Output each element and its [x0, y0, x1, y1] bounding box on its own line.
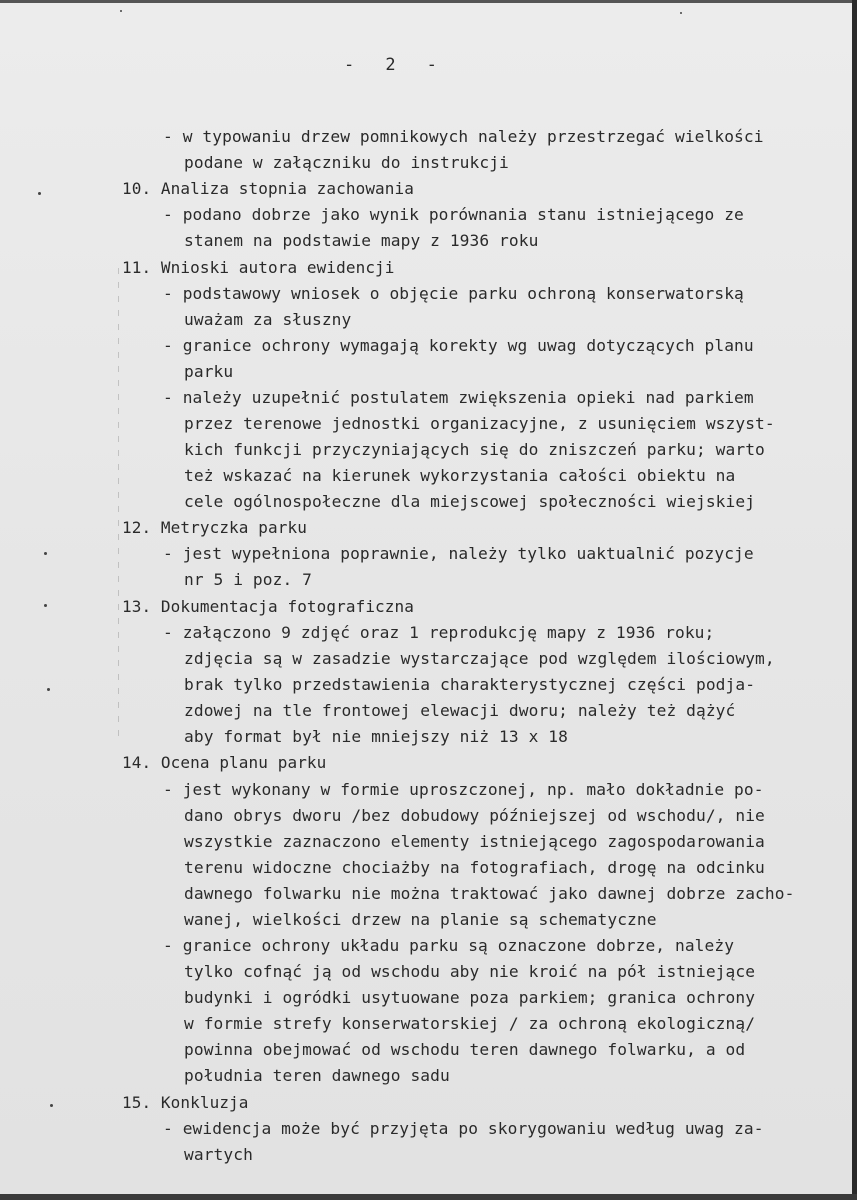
section-heading: 15. Konkluzja: [122, 1093, 249, 1112]
text-line: południa teren dawnego sadu: [184, 1066, 450, 1085]
text-line: wanej, wielkości drzew na planie są schematyczne: [184, 910, 657, 929]
text-line: stanem na podstawie mapy z 1936 roku: [184, 231, 539, 250]
scan-top-edge: [0, 0, 857, 3]
scan-speck: [50, 1104, 53, 1107]
text-line: - granice ochrony układu parku są oznaczone dobrze, należy: [163, 936, 735, 955]
text-line: - załączono 9 zdjęć oraz 1 reprodukcję mapy z 1936 roku;: [163, 623, 715, 642]
text-line: kich funkcji przyczyniających się do zniszczeń parku; warto: [184, 440, 765, 459]
text-line: - w typowaniu drzew pomnikowych należy przestrzegać wielkości: [163, 127, 764, 146]
section-heading: 10. Analiza stopnia zachowania: [122, 179, 414, 198]
text-line: zdjęcia są w zasadzie wystarczające pod względem ilościowym,: [184, 649, 775, 668]
scan-speck: [44, 604, 47, 607]
text-line: powinna obejmować od wschodu teren dawnego folwarku, a od: [184, 1040, 746, 1059]
scan-speck: [120, 10, 122, 12]
text-line: dano obrys dworu /bez dobudowy późniejszej od wschodu/, nie: [184, 806, 765, 825]
scan-speck: [44, 552, 47, 555]
text-line: parku: [184, 362, 234, 381]
text-line: dawnego folwarku nie można traktować jako dawnej dobrze zacho-: [184, 884, 795, 903]
text-line: nr 5 i poz. 7: [184, 570, 312, 589]
scan-right-edge: [852, 0, 857, 1200]
text-line: przez terenowe jednostki organizacyjne, z usunięciem wszyst-: [184, 414, 775, 433]
scan-bottom-edge: [0, 1194, 857, 1200]
text-line: tylko cofnąć ją od wschodu aby nie kroić na pół istniejące: [184, 962, 756, 981]
text-line: w formie strefy konserwatorskiej / za ochroną ekologiczną/: [184, 1014, 756, 1033]
text-line: budynki i ogródki usytuowane poza parkiem; granica ochrony: [184, 988, 756, 1007]
text-line: podane w załączniku do instrukcji: [184, 153, 509, 172]
page-number: - 2 -: [344, 55, 438, 75]
scan-speck: [680, 12, 682, 14]
text-line: uważam za słuszny: [184, 310, 352, 329]
margin-mark: [118, 268, 119, 738]
text-line: też wskazać na kierunek wykorzystania całości obiektu na: [184, 466, 736, 485]
text-line: - jest wykonany w formie uproszczonej, np. mało dokładnie po-: [163, 780, 764, 799]
text-line: - podano dobrze jako wynik porównania stanu istniejącego ze: [163, 205, 744, 224]
text-line: - granice ochrony wymagają korekty wg uwag dotyczących planu: [163, 336, 754, 355]
section-heading: 13. Dokumentacja fotograficzna: [122, 597, 414, 616]
text-line: wszystkie zaznaczono elementy istniejącego zagospodarowania: [184, 832, 765, 851]
section-heading: 12. Metryczka parku: [122, 518, 307, 537]
text-line: aby format był nie mniejszy niż 13 x 18: [184, 727, 568, 746]
text-line: zdowej na tle frontowej elewacji dworu; należy też dążyć: [184, 701, 736, 720]
text-line: wartych: [184, 1145, 253, 1164]
text-line: - jest wypełniona poprawnie, należy tylko uaktualnić pozycje: [163, 544, 754, 563]
text-line: brak tylko przedstawienia charakterystycznej części podja-: [184, 675, 756, 694]
section-heading: 14. Ocena planu parku: [122, 753, 327, 772]
scan-speck: [38, 192, 41, 195]
scan-speck: [47, 688, 50, 691]
text-line: - podstawowy wniosek o objęcie parku ochroną konserwatorską: [163, 284, 744, 303]
text-line: cele ogólnospołeczne dla miejscowej społeczności wiejskiej: [184, 492, 756, 511]
section-heading: 11. Wnioski autora ewidencji: [122, 258, 395, 277]
text-line: terenu widoczne chociażby na fotografiach, drogę na odcinku: [184, 858, 765, 877]
text-line: - należy uzupełnić postulatem zwiększenia opieki nad parkiem: [163, 388, 754, 407]
text-line: - ewidencja może być przyjęta po skorygowaniu według uwag za-: [163, 1119, 764, 1138]
